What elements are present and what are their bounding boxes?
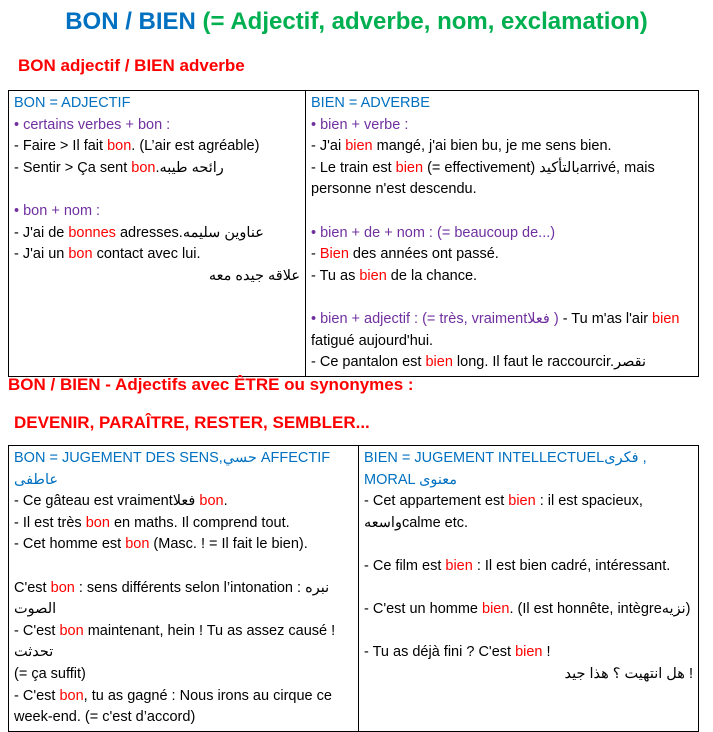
highlighted-word: bon	[59, 622, 84, 639]
text-line	[311, 158, 693, 201]
blank-line	[364, 534, 693, 556]
text-segment: - C'est un homme	[364, 601, 483, 618]
highlighted-word: bon	[107, 138, 132, 155]
column-heading: BIEN = JUGEMENT INTELLECTUELفكرى , MORAL معنوى	[364, 450, 647, 488]
text-segment: (= effectivement) بالتأكيدarrivé, mais personne n'est descendu.	[311, 159, 655, 198]
highlighted-word: bien	[652, 310, 680, 327]
text-segment: - Ce gâteau est vraimentفعلا	[14, 493, 200, 510]
highlighted-word: bien	[445, 557, 473, 574]
text-line	[311, 244, 693, 266]
text-segment: - Ce film est	[364, 557, 446, 574]
text-line	[364, 599, 693, 621]
highlighted-word: bien	[395, 159, 424, 176]
text-segment: هل انتهيت ؟ هذا جيد !	[564, 665, 693, 682]
text-line	[14, 578, 353, 621]
text-segment: en maths. Il comprend tout.	[109, 514, 290, 531]
text-segment: : sens différents selon l’intonation : نبره الصوت	[14, 579, 330, 618]
text-segment: - Cet appartement est	[364, 493, 509, 510]
text-segment: - J'ai	[311, 138, 346, 155]
rule-heading: • certains verbes + bon :	[14, 116, 171, 133]
bon-adjectif-cell	[9, 91, 306, 377]
text-segment: contact avec lui.	[92, 246, 201, 263]
text-segment: - Tu m'as l'air	[558, 310, 653, 327]
highlighted-word: bon	[85, 514, 110, 531]
text-line	[14, 93, 300, 115]
text-line	[14, 244, 300, 266]
text-line	[311, 115, 693, 137]
text-segment: - Ce pantalon est	[311, 354, 426, 371]
text-segment: long. Il faut le raccourcir.نقصر	[452, 354, 647, 371]
highlighted-word: bon	[199, 493, 224, 510]
blank-line	[14, 556, 353, 578]
text-segment: mangé, j'ai bien bu, je me sens bien.	[372, 138, 612, 155]
text-line	[311, 223, 693, 245]
column-heading: BON = JUGEMENT DES SENS,حسي AFFECTIF عاطفى	[14, 450, 331, 488]
highlighted-word: Bien	[319, 246, 349, 263]
blank-line	[364, 621, 693, 643]
highlighted-word: bon	[131, 159, 156, 176]
text-line	[14, 491, 353, 513]
page-title	[0, 8, 713, 36]
bien-jugement-intellectuel-cell	[359, 446, 699, 732]
text-segment: : Il est bien cadré, intéressant.	[472, 557, 671, 574]
rule-heading: • bien + adjectif : (= très, vraimentفعلا )	[311, 310, 559, 327]
bien-adverbe-cell	[306, 91, 699, 377]
text-segment: : il est spacieux, واسعهcalme etc.	[364, 493, 643, 531]
text-line	[364, 448, 693, 491]
blank-line	[364, 578, 693, 600]
highlighted-word: bon	[68, 246, 93, 263]
text-segment: (Masc. ! = Il fait le bien).	[149, 536, 308, 553]
rule-heading: • bien + de + nom : (= beaucoup de...)	[311, 224, 556, 241]
judgement-table	[8, 445, 699, 732]
text-segment: de la chance.	[386, 267, 478, 284]
text-line	[14, 158, 300, 180]
column-heading: BON = ADJECTIF	[14, 95, 131, 111]
text-segment: .	[223, 493, 228, 510]
section2-heading: BON / BIEN - Adjectifs avec ÊTRE ou synonymes :	[8, 375, 414, 394]
rule-heading: • bon + nom :	[14, 202, 101, 219]
text-line	[311, 352, 693, 374]
text-line	[364, 491, 693, 534]
highlighted-word: bien	[425, 354, 453, 371]
text-segment: maintenant, hein ! Tu as assez causé ! تحدثت	[14, 622, 336, 661]
text-line	[14, 136, 300, 158]
text-segment: -	[311, 246, 320, 263]
text-segment: - J'ai de	[14, 224, 69, 241]
title-part-1: BON / BIEN	[65, 8, 203, 35]
text-line	[311, 93, 693, 115]
highlighted-word: bien	[482, 601, 510, 618]
text-line	[14, 266, 300, 288]
text-segment: علاقه جيده معه	[208, 267, 300, 284]
text-segment: - C'est	[14, 687, 60, 704]
text-segment: , tu as gagné : Nous irons au cirque ce week-end. (= c'est d’accord)	[14, 687, 332, 726]
highlighted-word: bon	[59, 687, 84, 704]
column-heading: BIEN = ADVERBE	[311, 95, 430, 111]
text-line	[364, 556, 693, 578]
text-segment: - Tu as	[311, 267, 360, 284]
text-line	[311, 309, 693, 352]
text-segment: des années ont passé.	[348, 246, 499, 263]
text-line	[14, 686, 353, 729]
text-line	[364, 642, 693, 664]
highlighted-word: bien	[345, 138, 373, 155]
blank-line	[14, 179, 300, 201]
title-part-2: (= Adjectif, adverbe, nom, exclamation)	[202, 8, 648, 35]
blank-line	[311, 287, 693, 309]
adjective-adverb-table	[8, 90, 699, 377]
text-segment: - Il est très	[14, 514, 86, 531]
text-line	[14, 223, 300, 245]
text-line	[14, 115, 300, 137]
text-segment: . (L’air est agréable)	[131, 138, 260, 155]
text-segment: fatigué aujourd'hui.	[311, 332, 434, 349]
highlighted-word: bien	[515, 644, 543, 661]
text-segment: C'est	[14, 579, 51, 596]
text-line	[364, 664, 693, 686]
highlighted-word: bien	[359, 267, 387, 284]
section1-heading: BON adjectif / BIEN adverbe	[18, 56, 245, 75]
text-line	[14, 664, 353, 686]
highlighted-word: bonnes	[68, 224, 116, 241]
text-line	[14, 513, 353, 535]
text-segment: - Faire > Il fait	[14, 138, 108, 155]
text-segment: - Tu as déjà fini ? C'est	[364, 644, 516, 661]
text-segment: - Cet homme est	[14, 536, 126, 553]
text-segment: adresses.عناوين سليمه	[115, 224, 264, 241]
highlighted-word: bien	[508, 493, 536, 510]
text-segment: .رائحه طيبه	[155, 159, 224, 176]
text-line	[311, 136, 693, 158]
bon-jugement-sens-cell	[9, 446, 359, 732]
text-line	[14, 621, 353, 664]
text-line	[311, 266, 693, 288]
highlighted-word: bon	[125, 536, 150, 553]
text-segment: - Sentir > Ça sent	[14, 159, 132, 176]
text-line	[14, 201, 300, 223]
text-segment: - C'est	[14, 622, 60, 639]
text-segment: (= ça suffit)	[14, 665, 86, 682]
text-line	[14, 448, 353, 491]
text-segment: - Le train est	[311, 159, 396, 176]
rule-heading: • bien + verbe :	[311, 116, 409, 133]
text-line	[14, 534, 353, 556]
text-segment: . (Il est honnête, intègreنزيه)	[509, 601, 691, 618]
section2-subheading: DEVENIR, PARAÎTRE, RESTER, SEMBLER...	[14, 413, 370, 432]
text-segment: !	[542, 644, 551, 661]
blank-line	[311, 201, 693, 223]
highlighted-word: bon	[50, 579, 75, 596]
text-segment: - J'ai un	[14, 246, 69, 263]
